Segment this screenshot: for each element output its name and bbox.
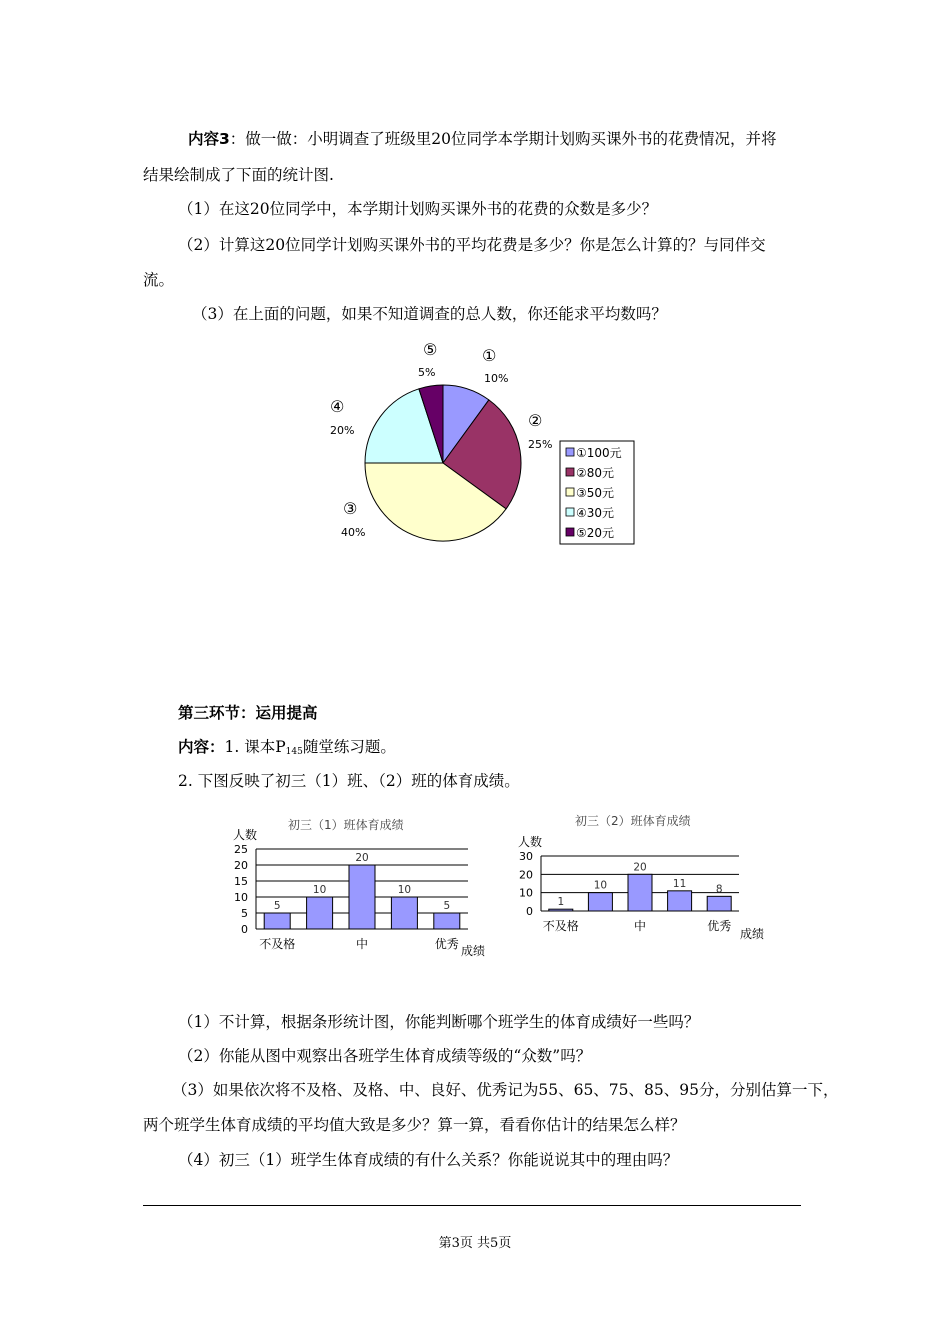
- section-heading: 第三环节：运用提高: [178, 704, 318, 722]
- bar-data-label: 20: [633, 861, 647, 874]
- content3-question-2: （2）计算这20位同学计划购买课外书的平均花费是多少？你是怎么计算的？与同伴交: [178, 236, 766, 254]
- pie-legend: [560, 441, 634, 544]
- pie-slice-symbol: ②: [528, 411, 543, 430]
- pie-slice-percent: 5%: [418, 366, 436, 379]
- bar-chart-ylabel: 人数: [233, 828, 258, 842]
- bar-data-label: 8: [715, 883, 723, 896]
- bar-question-1: （1）不计算，根据条形统计图，你能判断哪个班学生的体育成绩好一些吗？: [178, 1013, 700, 1031]
- bar-chart-xtick: 中: [355, 937, 369, 951]
- bar-data-label: 5: [443, 900, 451, 912]
- pie-legend-label: ⑤20元: [576, 526, 615, 540]
- content3-question-3: （3）在上面的问题，如果不知道调查的总人数，你还能求平均数吗？: [192, 305, 667, 323]
- bar-chart-ytick: 5: [241, 907, 248, 920]
- bar-chart-ytick: 30: [519, 850, 533, 863]
- bar-question-3-cont: 两个班学生体育成绩的平均值大致是多少？算一算，看看你估计的结果怎么样？: [143, 1116, 686, 1134]
- bar-chart-ytick: 15: [234, 875, 248, 888]
- bar-data-label: 11: [672, 877, 687, 890]
- bar: [628, 874, 652, 911]
- bar-data-label: 10: [397, 884, 412, 896]
- bar: [707, 896, 731, 911]
- bar-chart-ylabel: 人数: [518, 835, 543, 849]
- bar-chart-xtick: 优秀: [434, 937, 459, 951]
- content3-question-1: （1）在这20位同学中，本学期计划购买课外书的花费的众数是多少？: [178, 200, 658, 218]
- pie-slice-symbol: ③: [343, 499, 358, 518]
- content3-line2: 结果绘制成了下面的统计图.: [143, 166, 334, 184]
- bar-chart-class-2: [510, 808, 775, 948]
- pie-legend-label: ④30元: [576, 506, 615, 520]
- content3-question-2-cont: 流。: [143, 271, 175, 289]
- bar-chart-ytick: 10: [234, 891, 248, 904]
- pie-slice-percent: 10%: [484, 372, 509, 385]
- bar: [588, 893, 612, 911]
- bar: [349, 865, 375, 929]
- bar-chart-ytick: 0: [241, 923, 248, 936]
- pie-slice-percent: 20%: [330, 424, 355, 437]
- bar: [264, 913, 290, 929]
- bar: [668, 891, 692, 911]
- page-footer: 第3页 共5页: [438, 1236, 512, 1251]
- pie-legend-swatch: [566, 528, 574, 536]
- bar-chart-xtick: 不及格: [542, 919, 579, 933]
- bar-data-label: 10: [593, 879, 608, 892]
- bar-chart-ytick: 0: [526, 905, 533, 918]
- pie-slice-symbol: ④: [330, 397, 345, 416]
- pie-slice-symbol: ①: [482, 346, 497, 365]
- bar: [549, 909, 573, 911]
- bar: [434, 913, 460, 929]
- content3-label: 内容3: [188, 130, 230, 148]
- pie-slice-percent: 25%: [528, 438, 553, 451]
- pie-slice-symbol: ⑤: [423, 340, 438, 359]
- bar-data-label: 10: [312, 884, 327, 896]
- bar-chart-xlabel: 成绩: [740, 927, 765, 941]
- pie-legend-label: ①100元: [576, 446, 622, 460]
- bar-chart-xtick: 中: [633, 919, 647, 933]
- bar-chart-ytick: 25: [234, 843, 248, 856]
- bar-chart-title: 初三（2）班体育成绩: [575, 814, 691, 828]
- pie-slice-percent: 40%: [341, 526, 366, 539]
- bar-chart-class-1: [225, 812, 495, 962]
- content3-line1: 内容3：做一做：小明调查了班级里20位同学本学期计划购买课外书的花费情况，并将: [188, 130, 777, 148]
- footer-rule: [143, 1205, 801, 1206]
- bar-chart-xtick: 不及格: [259, 937, 296, 951]
- bar-question-2: （2）你能从图中观察出各班学生体育成绩等级的“众数”吗？: [178, 1047, 592, 1065]
- section-content-item2: 2. 下图反映了初三（1）班、（2）班的体育成绩。: [178, 772, 520, 790]
- bar-chart-title: 初三（1）班体育成绩: [288, 818, 404, 832]
- bar-chart-ytick: 20: [234, 859, 248, 872]
- bar-data-label: 20: [355, 852, 369, 864]
- pie-chart: [310, 340, 650, 555]
- bar-data-label: 5: [273, 900, 281, 912]
- pie-slices: [365, 385, 521, 541]
- bar-chart-ytick: 20: [519, 868, 533, 882]
- bar-data-label: 1: [557, 896, 565, 909]
- bar: [307, 897, 333, 929]
- bar-chart-xlabel: 成绩: [461, 944, 486, 958]
- bar: [391, 897, 417, 929]
- bar-question-4: （4）初三（1）班学生体育成绩的有什么关系？你能说说其中的理由吗？: [178, 1151, 679, 1169]
- bar-question-3: （3）如果依次将不及格、及格、中、良好、优秀记为55、65、75、85、95分，分别估算一下，: [172, 1081, 839, 1099]
- bar-chart-xtick: 优秀: [707, 919, 732, 933]
- pie-legend-swatch: [566, 468, 574, 476]
- pie-legend-swatch: [566, 448, 574, 456]
- pie-legend-label: ③50元: [576, 486, 615, 500]
- pie-legend-swatch: [566, 508, 574, 516]
- bar-chart-ytick: 10: [519, 886, 533, 900]
- pie-legend-swatch: [566, 488, 574, 496]
- pie-legend-label: ②80元: [576, 466, 615, 480]
- section-content-item1: 内容：1. 课本$P_{145}$随堂练习题。: [178, 738, 396, 757]
